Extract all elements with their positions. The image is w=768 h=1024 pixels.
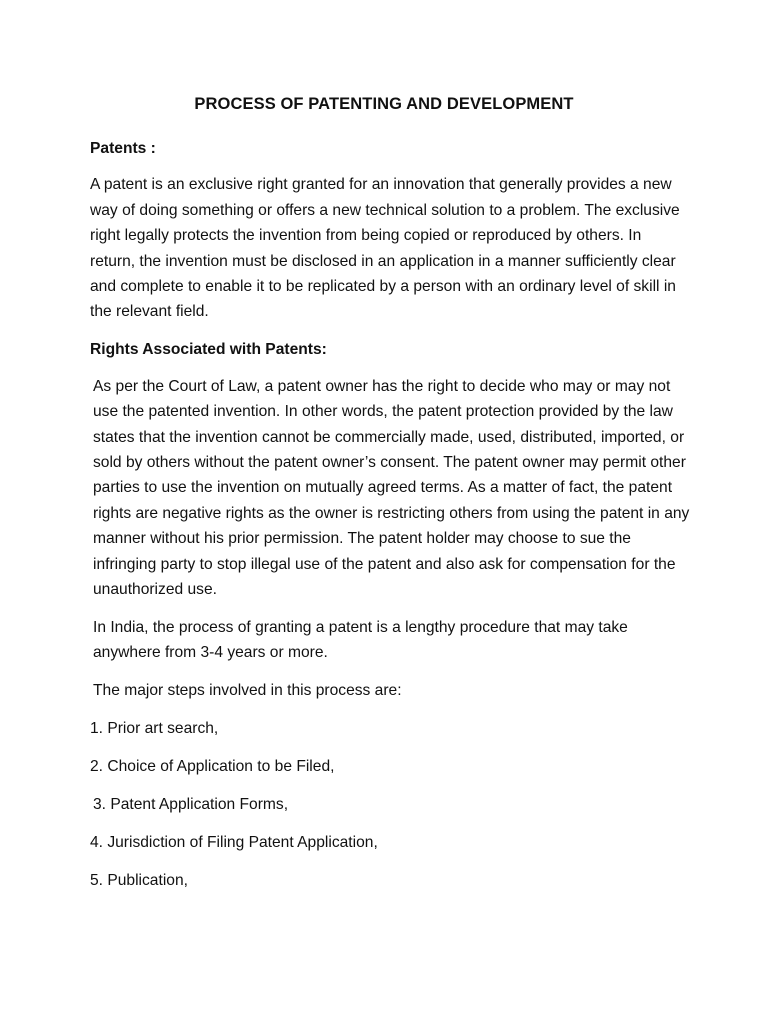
list-item: 1. Prior art search, <box>90 720 219 738</box>
steps-intro: The major steps involved in this process are: <box>93 682 402 700</box>
document-body <box>90 136 690 906</box>
list-item: 4. Jurisdiction of Filing Patent Application, <box>90 833 378 851</box>
patents-heading: Patents : <box>90 140 156 157</box>
patents-paragraph: A patent is an exclusive right granted for an innovation that generally provides a new way of doing something or offers a new technical solution to a problem. The exclusive right legally protects the invention from being copied or reproduced by others. In return, the invention must be disclosed in an application in a manner sufficiently clear and complete to enable it to be replicated by a person with an ordinary level of skill in the relevant field. <box>90 176 680 321</box>
list-item: 5. Publication, <box>90 871 188 889</box>
rights-paragraph: As per the Court of Law, a patent owner has the right to decide who may or may not use the patented invention. In other words, the patent protection provided by the law states that the invention cannot be commercially made, used, distributed, imported, or sold by others without the patent owner’s consent. The patent owner may permit other parties to use the invention on mutually agreed terms. As a matter of fact, the patent rights are negative rights as the owner is restricting others from using the patent in any manner without his prior permission. The patent holder may choose to sue the infringing party to stop illegal use of the patent and also ask for compensation for the unauthorized use. <box>93 377 690 598</box>
list-item: 3. Patent Application Forms, <box>93 795 289 813</box>
rights-heading: Rights Associated with Patents: <box>90 341 327 359</box>
list-item: 2. Choice of Application to be Filed, <box>90 758 335 776</box>
page-title: PROCESS OF PATENTING AND DEVELOPMENT <box>194 95 574 113</box>
india-paragraph: In India, the process of granting a patent is a lengthy procedure that may take anywhere from 3-4 years or more. <box>93 618 628 662</box>
